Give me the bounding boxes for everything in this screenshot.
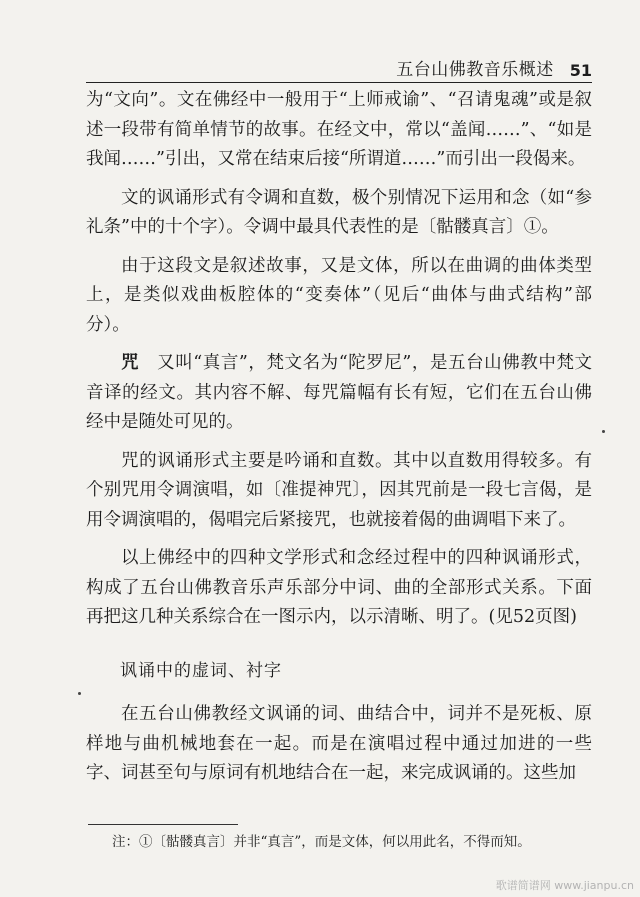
- paragraph-zhou: [86, 349, 592, 438]
- scan-speck: [78, 692, 81, 695]
- paragraph: 以上佛经中的四种文学形式和念经过程中的四种讽诵形式，构成了五台山佛教音乐声乐部分中词、曲的全部形式关系。下面再把这几种关系综合在一图示内，以示清晰、明了。(见52页图): [86, 548, 592, 627]
- page-number: 51: [569, 61, 592, 80]
- paragraph: 文的讽诵形式有令调和直数，极个别情况下运用和念（如“参礼条”中的十个字）。令调中最具代表性的是〔骷髅真言〕①。: [86, 187, 592, 237]
- paragraph: 为“文向”。文在佛经中一般用于“上师戒谕”、“召请鬼魂”或是叙述一段带有简单情节的故事。在经文中，常以“盖闻……”、“如是我闻……”引出，又常在结束后接“所谓道……”而引出一段偈来。: [86, 90, 592, 169]
- book-title: 五台山佛教音乐概述: [396, 60, 554, 80]
- footnote: 注：①〔骷髅真言〕并非“真言”，而是文体，何以用此名，不得而知。: [112, 834, 531, 850]
- page-body: [86, 86, 592, 789]
- paragraph: 由于这段文是叙述故事，又是文体，所以在曲调的曲体类型上，是类似戏曲板腔体的“变奏体”（见后“曲体与曲式结构”部分）。: [86, 255, 592, 335]
- zhou-text: 又叫“真言”，梵文名为“陀罗尼”，是五台山佛教中梵文音译的经文。其内容不解、每咒篇幅有长有短，它们在五台山佛经中是随处可见的。: [86, 353, 593, 432]
- watermark: 歌谱简谱网 www.jianpu.cn: [495, 879, 634, 892]
- paragraph: 在五台山佛教经文讽诵的词、曲结合中，词并不是死板、原样地与曲机械地套在一起。而是在演唱过程中通过加进的一些字、词甚至句与原词有机地结合在一起，来完成讽诵的。这些加: [86, 704, 592, 783]
- term-zhou: 咒: [121, 353, 140, 373]
- footnote-divider: [88, 824, 238, 825]
- paragraph: 咒的讽诵形式主要是吟诵和直数。其中以直数用得较多。有个别咒用令调演唱，如〔准提神咒〕，因其咒前是一段七言偈，是用令调演唱的，偈唱完后紧接咒，也就接着偈的曲调唱下来了。: [86, 450, 592, 530]
- section-title: 讽诵中的虚词、衬字: [120, 660, 282, 681]
- scan-speck: [602, 430, 605, 433]
- page-header: [86, 54, 592, 83]
